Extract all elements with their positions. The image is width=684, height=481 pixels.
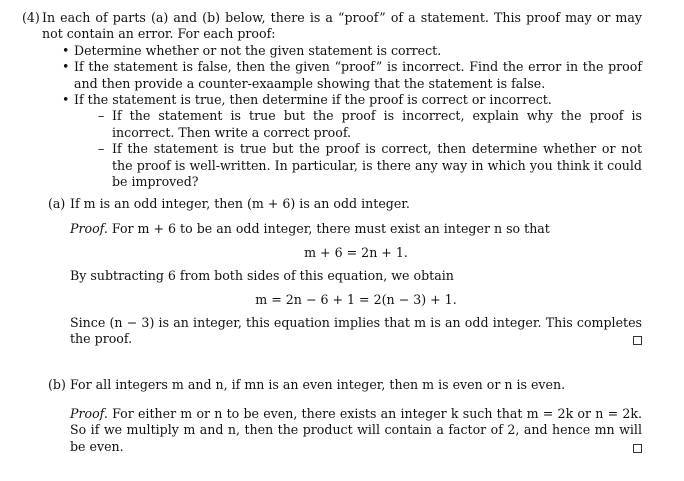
proof-label: Proof. [70,220,108,236]
part-a-statement: If m is an odd integer, then (m + 6) is an odd integer. [70,196,410,212]
bullet-text: If the statement is true, then determine if the proof is correct or incorrect. [74,92,552,108]
bullet-item [74,92,642,190]
part-a-proof-intro [70,221,642,237]
proof-label: Proof. [70,405,108,421]
problem-number: (4) [22,10,40,25]
part-b-statement: For all integers m and n, if mn is an even integer, then m is even or n is even. [70,377,566,393]
problem-intro [22,10,642,43]
instruction-list [22,43,642,191]
dash-item: – If the statement is true but the proof is correct, then determine whether or not the proof is well-written. In particular, is there any way in which you think it could be improved? [112,141,642,190]
dash-item: – If the statement is true but the proof is incorrect, explain why the proof is incorrect. Then write a correct proof. [112,108,642,141]
sub-instruction-list [74,108,642,190]
equation-1: m + 6 = 2n + 1. [304,245,408,261]
bullet-item: • If the statement is false, then the given “proof” is incorrect. Find the error in the proof and then provide a counter-exaample showing that the statement is false. [74,59,642,92]
proof-text: For either m or n to be even, there exists an integer k such that m = 2k or n = 2k. So if we multiply m and n, then the product will contain a factor of 2, and hence mn will be even. [70,405,642,454]
equation-2: m = 2n − 6 + 1 = 2(n − 3) + 1. [255,292,457,308]
qed-square-icon [633,336,642,345]
part-a [22,196,642,212]
proof-text: For m + 6 to be an odd integer, there must exist an integer n so that [111,220,550,236]
intro-text: In each of parts (a) and (b) below, there is a “proof” of a statement. This proof may or may not contain an error. For each proof: [42,10,642,42]
document [22,10,642,455]
bullet-item: • Determine whether or not the given statement is correct. [74,43,642,59]
part-a-label: (a) [48,196,66,212]
part-b [22,377,642,393]
part-b-label: (b) [48,377,66,393]
part-b-proof [70,406,642,455]
part-a-line2: By subtracting 6 from both sides of this equation, we obtain [70,267,454,283]
part-a-conclusion [70,315,642,348]
proof-text: Since (n − 3) is an integer, this equation implies that m is an odd integer. This completes the proof. [70,314,642,346]
qed-square-icon [633,444,642,453]
